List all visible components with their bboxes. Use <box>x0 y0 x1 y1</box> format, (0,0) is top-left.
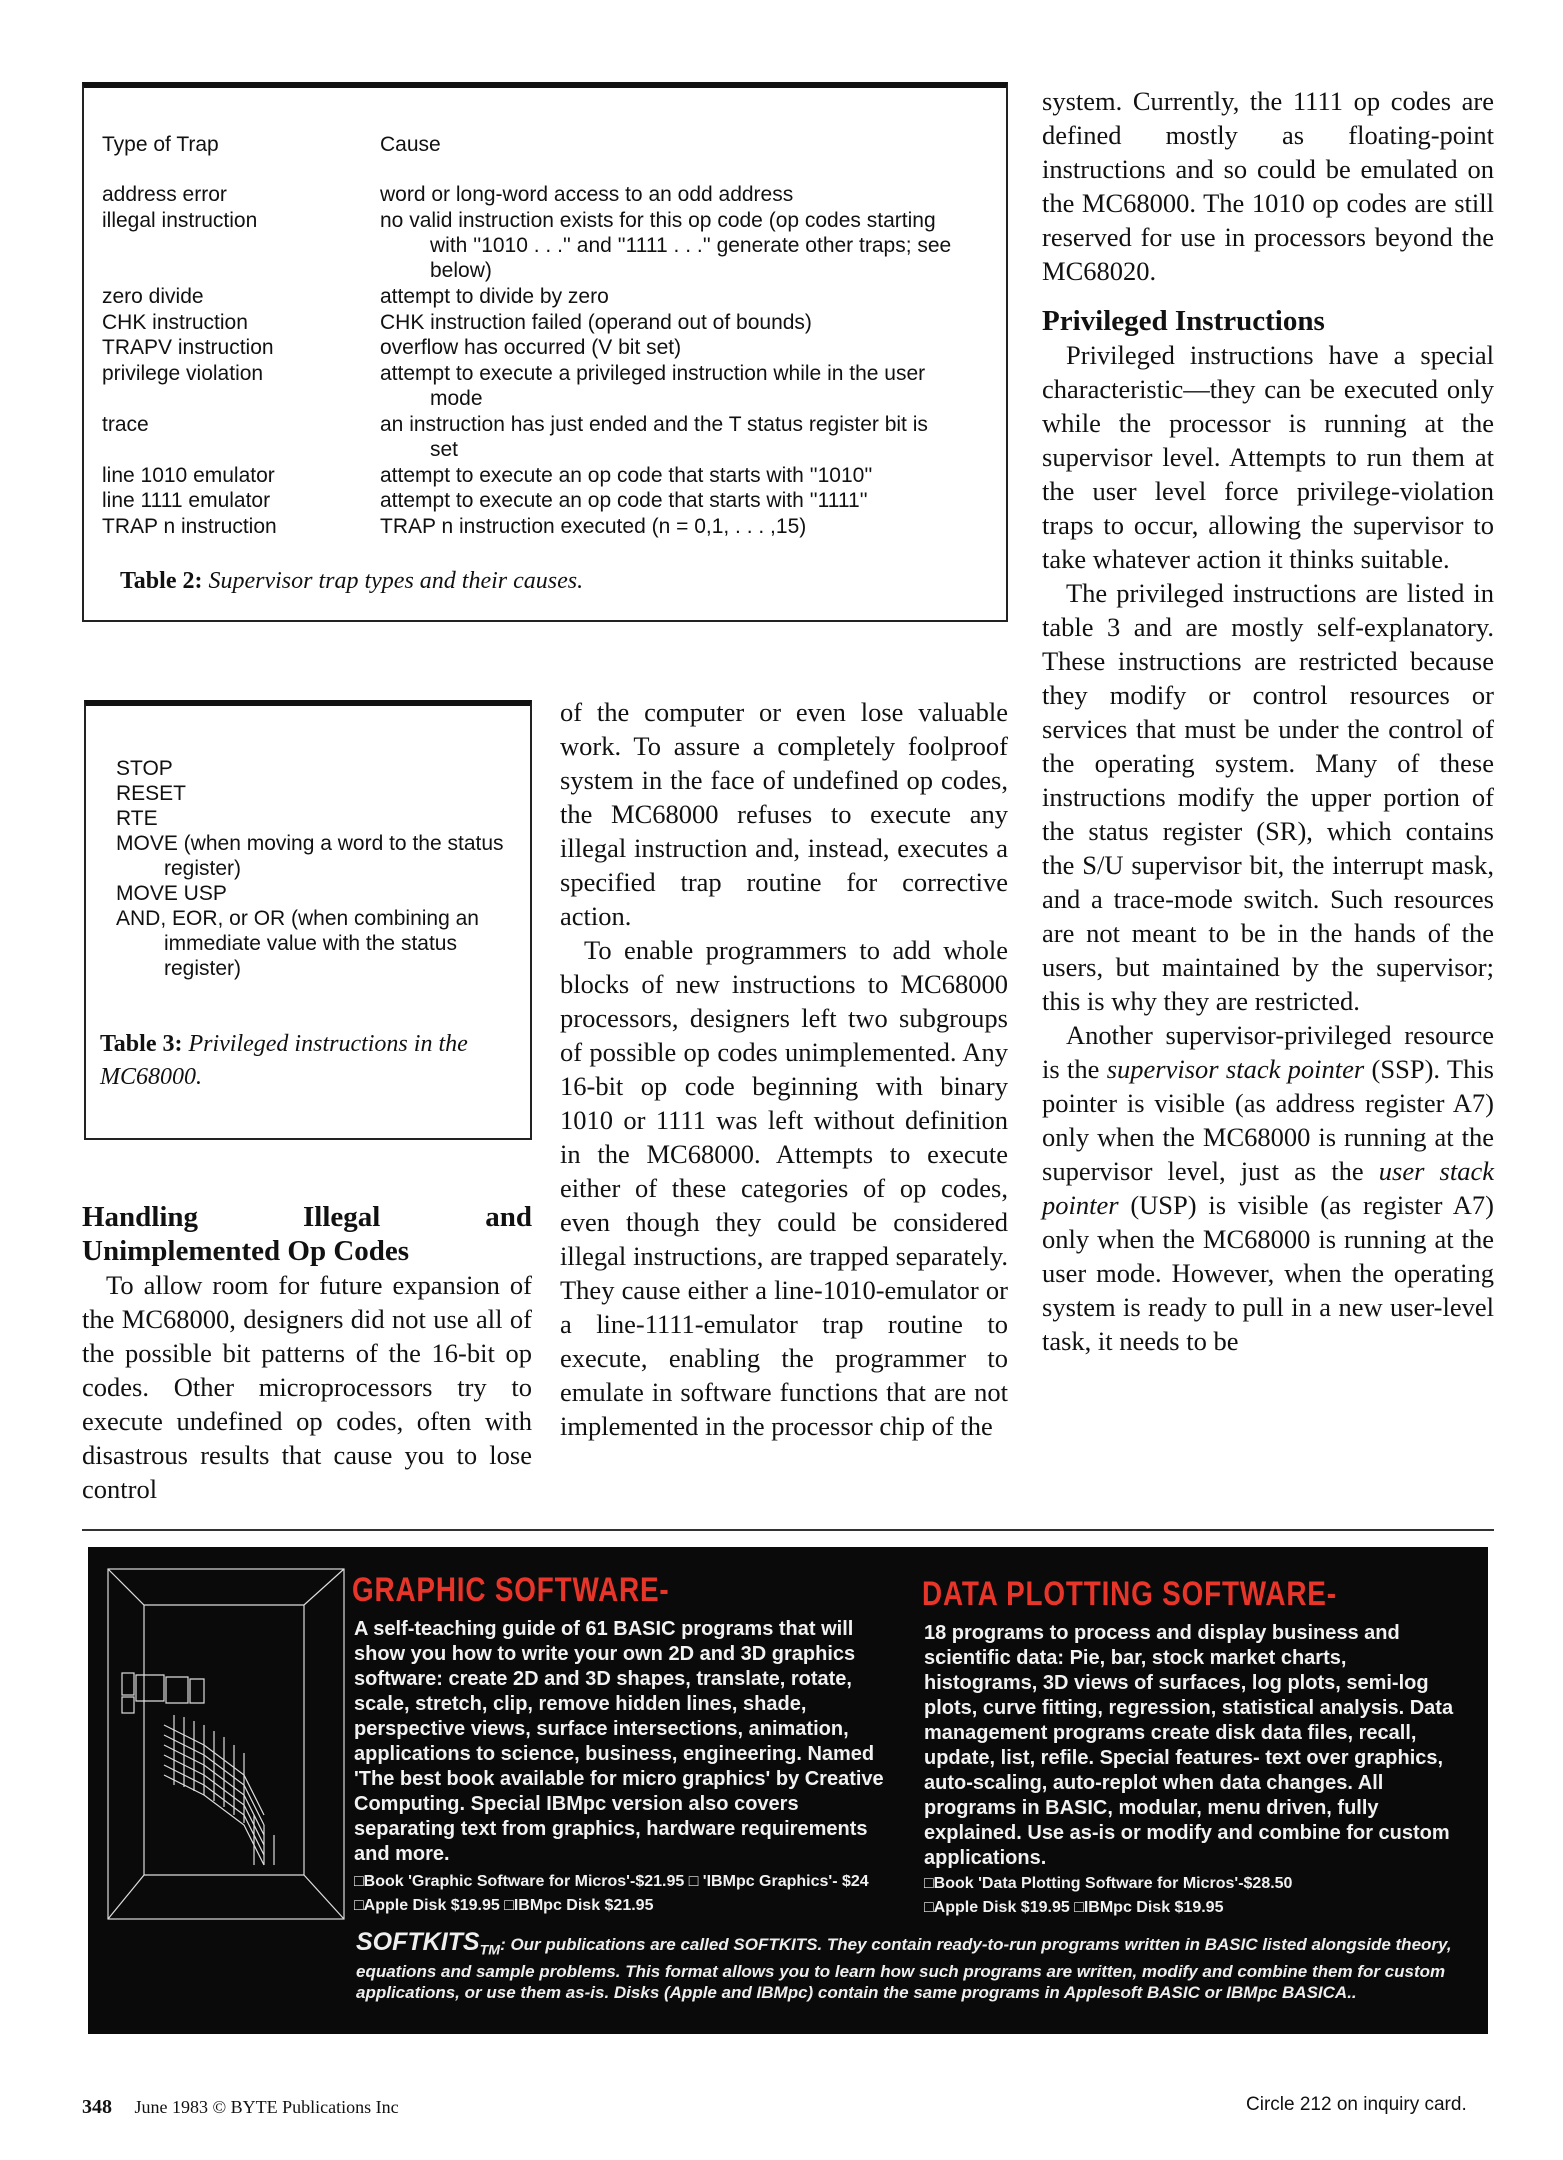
paragraph: of the computer or even lose valuable work. To assure a completely foolproof system in the face of undefined op codes, the MC68000 refuses to execute any illegal instruction and, instead, executes a specified trap routine for corrective action. <box>560 697 1008 931</box>
column-2 <box>560 695 1008 1443</box>
paragraph <box>1042 1018 1494 1358</box>
column-1 <box>82 1200 532 1506</box>
trap-type: illegal instruction <box>102 208 258 232</box>
right-ad-body: 18 programs to process and display business and scientific data: Pie, bar, stock market charts, histograms, 3D views of surfaces, log plots, semi-log plots, curve fitting, regression, statistical analysis. Data management programs create disk data files, recall, update, list, refile. Special features- text over graphics, auto-scaling, auto-replot when data changes. All programs in BASIC, modular, menu driven, fully explained. Use as-is or modify and combine for custom applications. <box>924 1622 1454 1869</box>
paragraph: The privileged instructions are listed in table 3 and are mostly self-explanatory. These instructions are restricted because they modify or control resources or services that must be under the control of the operating system. Many of these instructions modify the upper portion of the status register (SR), which contains the S/U supervisor bit, the interrupt mask, and a trace-mode switch. Such resources are not meant to be in the hands of the users, but maintained by the supervisor; this is why they are restricted. <box>1042 578 1494 1016</box>
trap-cause <box>380 310 990 335</box>
header-cause: Cause <box>380 133 441 156</box>
table-3-box <box>84 700 532 1140</box>
trap-type: line 1111 emulator <box>102 489 271 512</box>
right-ad-order-line-2: □Apple Disk $19.95 □IBMpc Disk $19.95 <box>924 1899 1224 1916</box>
left-ad-order-line-1: □Book 'Graphic Software for Micros'-$21.95 □ 'IBMpc Graphics'- $24 <box>354 1873 869 1890</box>
list-item: MOVE (when moving a word to the status register) <box>116 832 504 880</box>
privileged-list <box>116 756 516 981</box>
trap-cause <box>380 488 990 513</box>
page-footer <box>82 2096 399 2119</box>
cause-line: overflow has occurred (V bit set) <box>380 336 682 359</box>
trap-type: line 1010 emulator <box>102 463 275 487</box>
caption-text: Privileged instructions in the MC68000. <box>100 1031 468 1090</box>
term-usp: user stack pointer <box>1042 1156 1494 1220</box>
cause-line: an instruction has just ended and the T status register bit is <box>380 412 928 436</box>
list-item: RESET <box>116 782 187 805</box>
right-ad-order-line-1: □Book 'Data Plotting Software for Micros'-$28.50 <box>924 1875 1293 1892</box>
table-2-box <box>82 82 1008 622</box>
trap-type: TRAPV instruction <box>102 336 274 359</box>
divider <box>82 1529 1494 1531</box>
softkits-blurb <box>356 1928 1476 2003</box>
trademark: TM <box>479 1942 501 1959</box>
left-ad-title: GRAPHIC SOFTWARE- <box>352 1571 670 1609</box>
trap-cause <box>380 412 990 462</box>
trap-cause <box>380 182 990 207</box>
text-run: Another supervisor-privileged resource is the <box>1042 1020 1494 1084</box>
cause-line: attempt to divide by zero <box>380 285 609 308</box>
right-ad-title: DATA PLOTTING SOFTWARE- <box>922 1575 1337 1613</box>
cause-line: CHK instruction failed (operand out of bounds) <box>380 310 812 334</box>
trap-type: trace <box>102 412 149 436</box>
cause-line: attempt to execute an op code that starts with ''1111'' <box>380 489 868 512</box>
softkits-text: : Our publications are called SOFTKITS. They contain ready-to-run programs written in BASIC listed alongside theory, equations and sample problems. This format allows you to learn how such programs are written, modify and combine them for custom applications, or use them as-is. Disks (Apple and IBMpc) contain the same programs in Applesoft BASIC or IBMpc BASICA.. <box>356 1935 1452 2003</box>
cause-line: word or long-word access to an odd address <box>380 183 794 206</box>
caption-text: Supervisor trap types and their causes. <box>208 568 584 594</box>
softkits-name: SOFTKITS <box>356 1928 480 1956</box>
trap-type: CHK instruction <box>102 310 248 334</box>
cause-line: no valid instruction exists for this op code (op codes starting <box>380 208 936 232</box>
trap-cause <box>380 335 990 360</box>
paragraph: Privileged instructions have a special characteristic—they can be executed only while the processor is running at the supervisor level. Attempts to run them at the user level force privilege-violation traps to occur, allowing the supervisor to take whatever action it thinks suitable. <box>1042 340 1494 574</box>
wireframe-graphic-illustration <box>104 1565 349 1925</box>
inquiry-card-note: Circle 212 on inquiry card. <box>1246 2094 1467 2115</box>
paragraph: system. Currently, the 1111 op codes are defined mostly as floating-point instructions and so could be emulated on the MC68000. The 1010 op codes are still reserved for use in processors beyond the MC68020. <box>1042 86 1494 286</box>
page-number: 348 <box>82 2096 112 2118</box>
list-item: AND, EOR, or OR (when combining an immediate value with the status register) <box>116 907 479 980</box>
text-run: (SSP). This pointer is visible (as address register A7) only when the MC68000 is running at the supervisor level, just as the <box>1042 1054 1494 1186</box>
text-run: (USP) is visible (as register A7) only when the MC68000 is running at the user mode. However, when the operating system is ready to pull in a new user-level task, it needs to be <box>1042 1190 1494 1356</box>
publication-credit: June 1983 © BYTE Publications Inc <box>134 2097 399 2117</box>
cause-continuation: mode <box>430 386 483 410</box>
table-2-caption <box>120 568 583 595</box>
section-heading: Privileged Instructions <box>1042 305 1325 337</box>
list-item: MOVE USP <box>116 882 227 905</box>
list-item: STOP <box>116 757 173 780</box>
trap-type: privilege violation <box>102 361 264 385</box>
trap-cause <box>380 284 990 309</box>
trap-cause <box>380 361 990 411</box>
column-3 <box>1042 84 1494 1358</box>
paragraph: To allow room for future expansion of the MC68000, designers did not use all of the possible bit patterns of the 16-bit op codes. Other microprocessors try to execute undefined op codes, often with disastrous results that cause you to lose control <box>82 1270 532 1504</box>
left-ad-body: A self-teaching guide of 61 BASIC programs that will show you how to write your own 2D and 3D graphics software: create 2D and 3D shapes, translate, rotate, scale, stretch, clip, remove hidden lines, shade, perspective views, surface intersections, animation, applications to science, business, engineering. Named 'The best book available for micro graphics' by Creative Computing. Special IBMpc version also covers separating text from graphics, hardware requirements and more. <box>354 1618 884 1865</box>
trap-cause <box>380 463 990 488</box>
cause-line: attempt to execute an op code that starts with ''1010'' <box>380 463 873 487</box>
header-type: Type of Trap <box>102 133 219 156</box>
term-ssp: supervisor stack pointer <box>1106 1054 1365 1084</box>
trap-type: address error <box>102 183 227 206</box>
caption-label: Table 2: <box>120 568 203 594</box>
trap-type: zero divide <box>102 285 204 308</box>
advertisement <box>88 1547 1488 2034</box>
trap-cause <box>380 208 990 283</box>
list-item: RTE <box>116 807 158 830</box>
cause-line: TRAP n instruction executed (n = 0,1, . . . ,15) <box>380 514 807 538</box>
section-heading: Handling Illegal and Unimplemented Op Codes <box>82 1201 532 1267</box>
table-3-caption <box>100 1028 520 1094</box>
left-ad-order-line-2: □Apple Disk $19.95 □IBMpc Disk $21.95 <box>354 1897 654 1914</box>
cause-line: attempt to execute a privileged instruction while in the user <box>380 361 926 385</box>
caption-label: Table 3: <box>100 1031 183 1057</box>
trap-cause <box>380 514 990 539</box>
trap-type: TRAP n instruction <box>102 514 277 538</box>
cause-continuation: with ''1010 . . .'' and ''1111 . . .'' generate other traps; see below) <box>430 233 952 282</box>
cause-continuation: set <box>430 437 459 461</box>
paragraph: To enable programmers to add whole blocks of new instructions to MC68000 processors, designers left two subgroups of possible op codes unimplemented. Any 16-bit op code beginning with binary 1010 or 1111 was left without definition in the MC68000. Attempts to execute either of these categories of op codes, even though they could be considered illegal instructions, are trapped separately. They cause either a line-1010-emulator or a line-1111-emulator trap routine to execute, enabling the programmer to emulate in software functions that are not implemented in the processor chip of the <box>560 935 1008 1441</box>
